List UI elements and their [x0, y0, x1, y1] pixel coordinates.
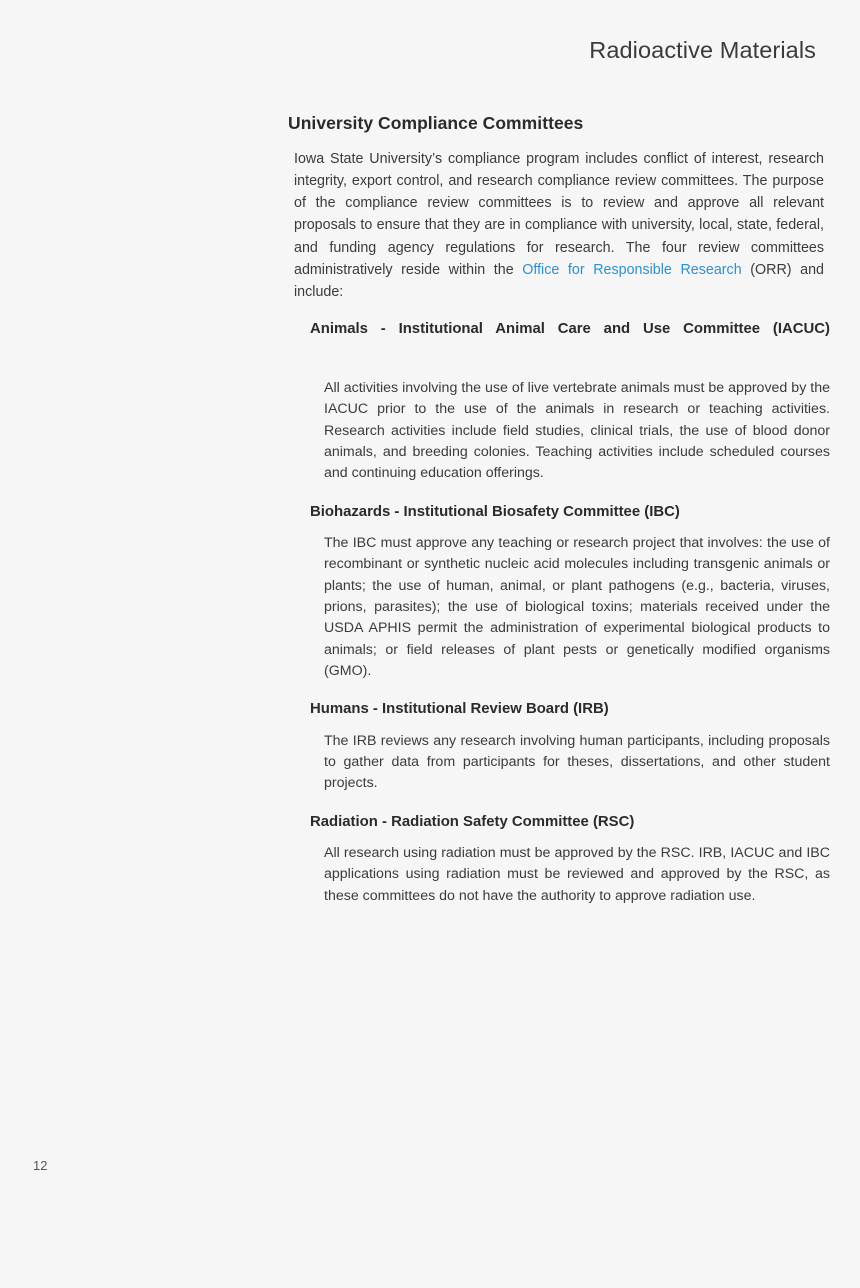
- office-for-responsible-research-link[interactable]: Office for Responsible Research: [522, 261, 742, 278]
- intro-text-after-link: (ORR) and include:: [294, 261, 824, 300]
- section-body-biohazards-ibc: The IBC must approve any teaching or research project that involves: the use of recombinant or synthetic nucleic acid molecules including transgenic animals or plants; the use of human, animal, or plant pathogens (e.g., bacteria, viruses, prions, parasites); the use of biological toxins; materials received under the USDA APHIS permit the administration of experimental biological products to animals; or field releases of plant pests or genetically modified organisms (GMO).: [324, 535, 830, 679]
- section-heading-radiation-rsc: Radiation - Radiation Safety Committee (RSC): [310, 813, 635, 830]
- section-radiation-rsc: [288, 812, 830, 907]
- running-header-title: Radioactive Materials: [589, 37, 816, 63]
- intro-text-before-link: Iowa State University’s compliance program includes conflict of interest, research integrity, export control, and research compliance review committees. The purpose of the compliance review committees is to review and approve all relevant proposals to ensure that they are in compliance with university, local, state, federal, and funding agency regulations for research. The four review committees administratively reside within the: [294, 150, 824, 278]
- section-heading-humans-irb: Humans - Institutional Review Board (IRB): [310, 701, 609, 718]
- section-body-radiation-rsc: All research using radiation must be approved by the RSC. IRB, IACUC and IBC applications using radiation must be reviewed and approved by the RSC, as these committees do not have the authority to approve radiation use.: [324, 845, 830, 904]
- intro-paragraph: [288, 148, 824, 303]
- page-title: University Compliance Committees: [288, 113, 584, 133]
- section-body-humans-irb: The IRB reviews any research involving human participants, including proposals to gather data from participants for theses, dissertations, and other student projects.: [324, 732, 830, 792]
- page-content: [288, 112, 830, 907]
- section-body-animals-iacuc: All activities involving the use of live vertebrate animals must be approved by the IACUC prior to the use of the animals in research or teaching activities. Research activities include field studies, clinical trials, the use of blood donor animals, and breeding colonies. Teaching activities include scheduled courses and continuing education offerings.: [324, 380, 830, 482]
- page-number: 12: [33, 1158, 48, 1173]
- section-humans-irb: [288, 699, 830, 794]
- section-biohazards-ibc: [288, 502, 830, 683]
- section-animals-iacuc: [288, 319, 830, 484]
- section-heading-animals-iacuc: Animals - Institutional Animal Care and Use Committee (IACUC): [310, 321, 830, 338]
- section-heading-biohazards-ibc: Biohazards - Institutional Biosafety Committee (IBC): [310, 503, 680, 520]
